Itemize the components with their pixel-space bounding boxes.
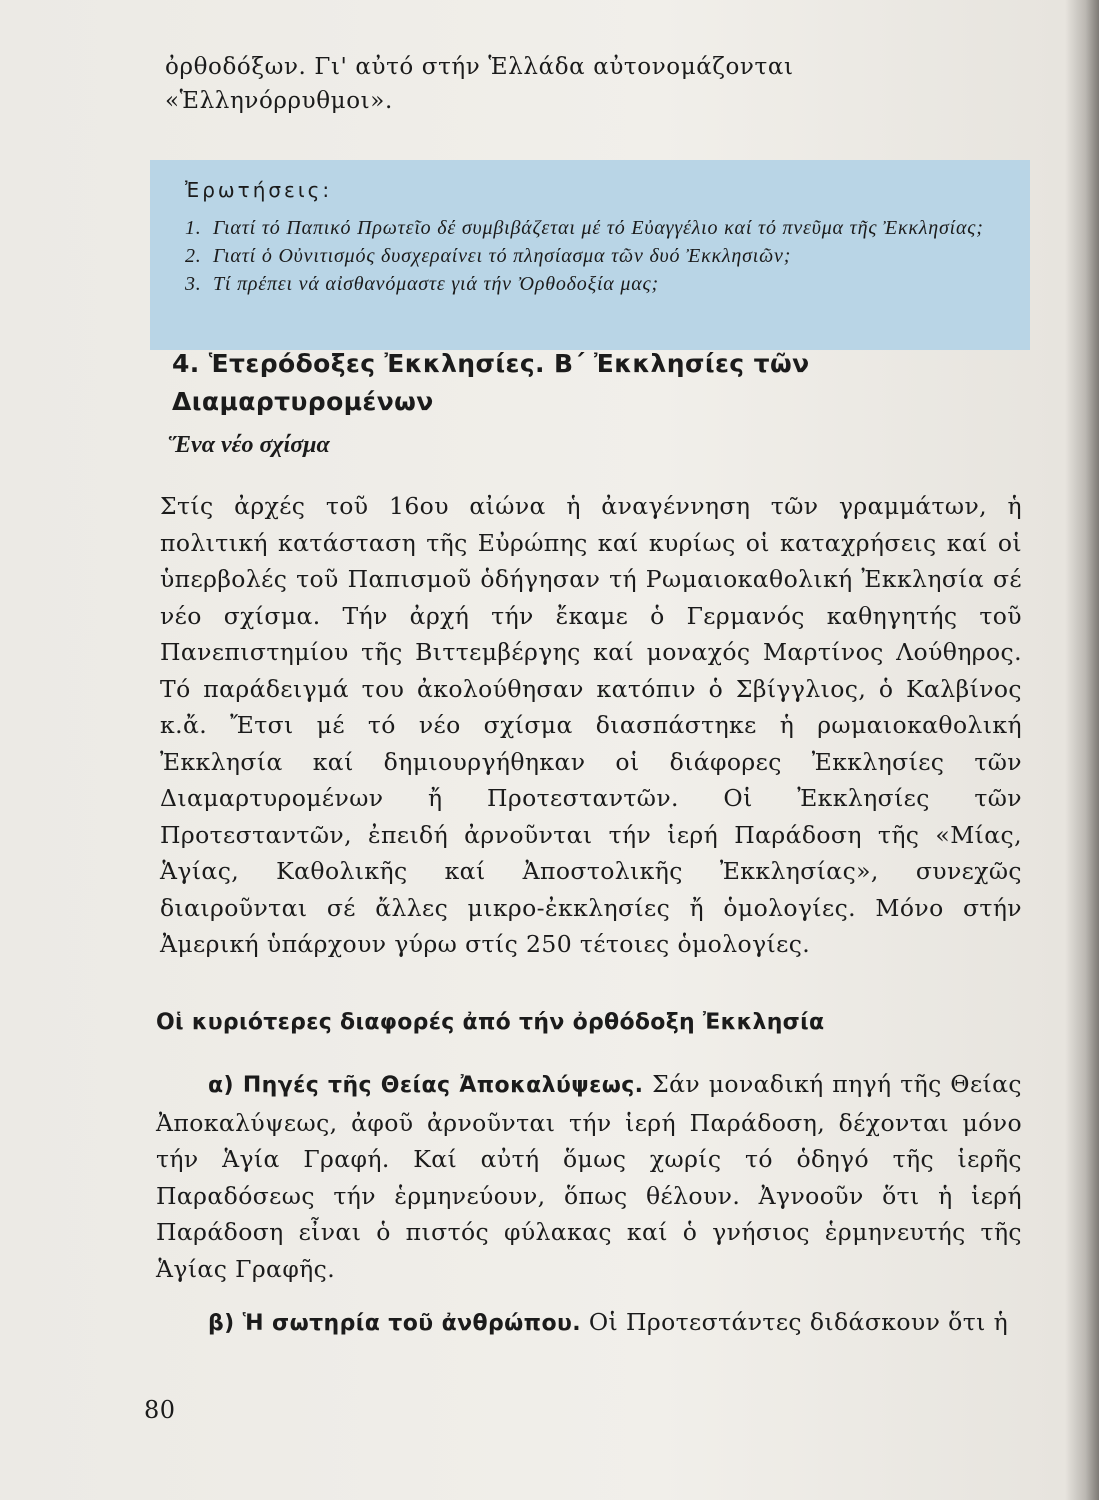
question-text: Τί πρέπει νά αἰσθανόμαστε γιά τήν Ὀρθοδοξία μας; (213, 273, 659, 295)
question-item (185, 242, 1000, 270)
intro-paragraph: ὀρθοδόξων. Γι' αὐτό στήν Ἑλλάδα αὐτονομάζονται «Ἑλληνόρρυθμοι». (165, 54, 794, 114)
paragraph-revelation-sources (156, 1066, 1022, 1287)
page-content (150, 50, 1030, 295)
question-item (185, 270, 1000, 298)
questions-list (185, 214, 1000, 298)
section-title: 4. Ἑτερόδοξες Ἐκκλησίες. Β΄ Ἐκκλησίες τῶν Διαμαρτυρομένων (172, 349, 810, 416)
question-text: Γιατί ὁ Οὐνιτισμός δυσχεραίνει τό πλησίασμα τῶν δυό Ἐκκλησιῶν; (213, 245, 792, 267)
question-item (185, 214, 1000, 242)
schism-paragraph: Στίς ἀρχές τοῦ 16ου αἰώνα ἡ ἀναγέννηση τῶν γραμμάτων, ἡ πολιτική κατάσταση τῆς Εὐρώπης καί κυρίως οἱ καταχρήσεις καί οἱ ὑπερβολές τοῦ Παπισμοῦ ὁδήγησαν τή Ρωμαιοκαθολική Ἐκκλησία σέ νέο σχίσμα. Τήν ἀρχή τήν ἔκαμε ὁ Γερμανός καθηγητής τοῦ Πανεπιστημίου τῆς Βιττεμβέργης καί μοναχός Μαρτίνος Λούθηρος. Τό παράδειγμά του ἀκολούθησαν κατόπιν ὁ Σβίγγλιος, ὁ Καλβίνος κ.ἄ. Ἔτσι μέ τό νέο σχίσμα διασπάστηκε ἡ ρωμαιοκαθολική Ἐκκλησία καί δημιουργήθηκαν οἱ διάφορες Ἐκκλησίες τῶν Διαμαρτυρομένων ἤ Προτεσταντῶν. Οἱ Ἐκκλησίες τῶν Προτεσταντῶν, ἐπειδή ἀρνοῦνται τήν ἱερή Παράδοση τῆς «Μίας, Ἁγίας, Καθολικῆς καί Ἀποστολικῆς Ἐκκλησίας», συνεχῶς διαιροῦνται σέ ἄλλες μικρο-ἐκκλησίες ἤ ὁμολογίες. Μόνο στήν Ἀμερική ὑπάρχουν γύρω στίς 250 τέτοιες ὁμολογίες. (160, 492, 1022, 958)
paragraph-a-text: Σάν μοναδική πηγή τῆς Θείας Ἀποκαλύψεως, ἀφοῦ ἀρνοῦνται τήν ἱερή Παράδοση, δέχονται μόνο τήν Ἁγία Γραφή. Καί αὐτή ὅμως χωρίς τό ὁδηγό τῆς ἱερῆς Παραδόσεως τήν ἑρμηνεύουν, ὅπως θέλουν. Ἀγνοοῦν ὅτι ἡ ἱερή Παράδοση εἶναι ὁ πιστός φύλακας καί ὁ γνήσιος ἑρμηνευτής τῆς Ἁγίας Γραφῆς. (156, 1070, 1022, 1283)
question-number: 2. (185, 245, 202, 267)
question-number: 3. (185, 273, 202, 295)
page-number: 80 (144, 1396, 176, 1424)
questions-heading: Ἐρωτήσεις: (185, 178, 333, 202)
paragraph-b-text: Οἱ Προτεστάντες διδάσκουν ὅτι ἡ (580, 1308, 1009, 1336)
question-text: Γιατί τό Παπικό Πρωτεῖο δέ συμβιβάζεται μέ τό Εὐαγγέλιο καί τό πνεῦμα τῆς Ἐκκλησίας; (213, 217, 984, 239)
paragraph-salvation (156, 1304, 1022, 1343)
page-gutter-shadow (1065, 0, 1099, 1500)
differences-heading: Οἱ κυριότερες διαφορές ἀπό τήν ὀρθόδοξη Ἐκκλησία (156, 1010, 825, 1035)
questions-box (150, 160, 1030, 350)
paragraph-a-heading: α) Πηγές τῆς Θείας Ἀποκαλύψεως. (208, 1073, 644, 1098)
question-number: 1. (185, 217, 202, 239)
section-subheading: Ἕνα νέο σχίσμα (168, 432, 330, 458)
paragraph-b-heading: β) Ἡ σωτηρία τοῦ ἀνθρώπου. (208, 1311, 581, 1336)
